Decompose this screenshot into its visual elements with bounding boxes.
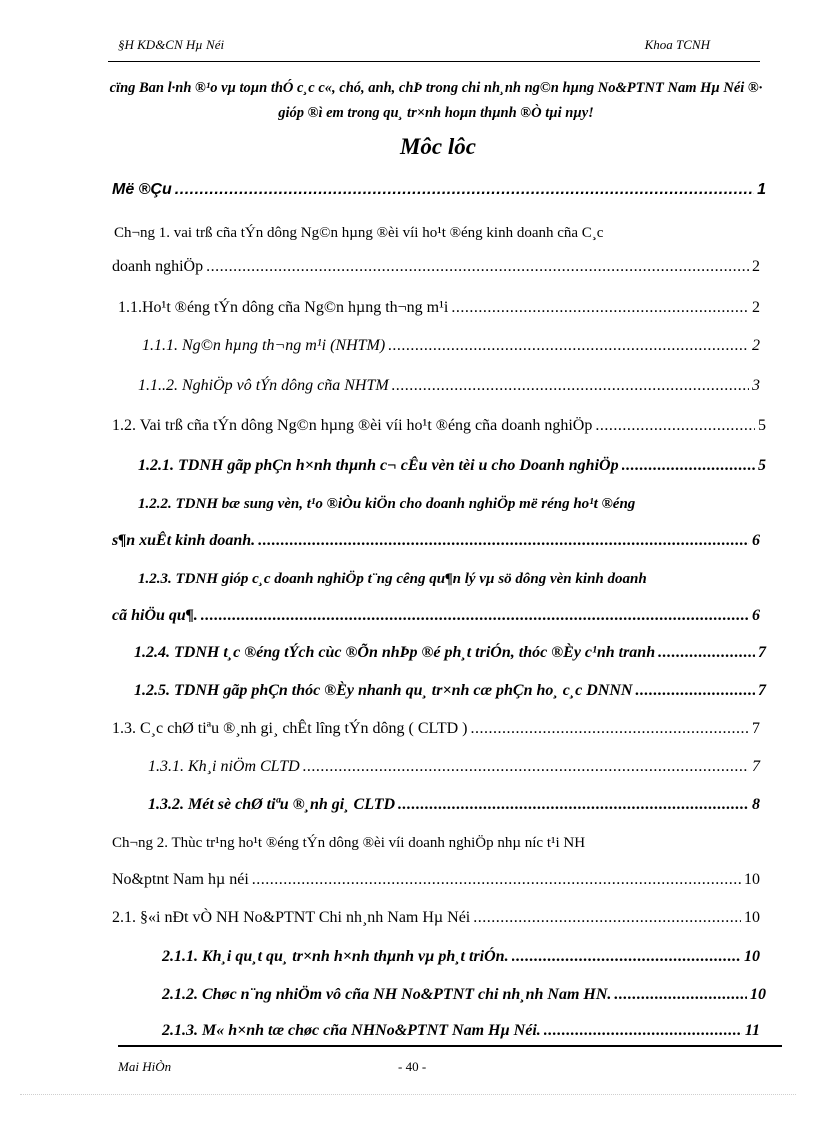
toc-entry[interactable] <box>112 786 766 824</box>
toc-entry-text: 2.1. §«i nÐt vÒ NH No&PTNT Chi nh¸nh Nam Hµ Néi <box>112 909 471 926</box>
toc-entry[interactable] <box>112 898 766 938</box>
toc-entry-text: Ch¬ng 2. Thùc tr¹ng ho¹t ®éng tÝn dông ®èi víi doanh nghiÖp nhµ níc t¹i NH <box>112 835 586 851</box>
header-right: Khoa TCNH <box>644 37 710 52</box>
toc-leader <box>388 326 749 366</box>
toc-entry[interactable] <box>112 216 766 284</box>
toc-leader <box>622 446 755 486</box>
toc-entry[interactable] <box>112 178 766 202</box>
toc-entry-text: 2.1.3. M« h×nh tæ chøc cña NHNo&PTNT Nam Hµ Néi. <box>162 1022 541 1039</box>
page-title: Môc lôc <box>399 134 476 159</box>
toc-leader <box>512 938 741 976</box>
toc-entry-text: 1.2.5. TDNH gãp phÇn thóc ®Èy nhanh qu¸ tr×nh cæ phÇn ho¸ c¸c DNNN <box>134 682 633 699</box>
toc-entry[interactable] <box>112 486 766 560</box>
footer-author: Mai HiÒn <box>118 1059 172 1074</box>
page-bottom-border <box>20 1094 796 1095</box>
toc-entry-text: 1.2.1. TDNH gãp phÇn h×nh thµnh c¬ cÊu vèn tèi u cho Doanh nghiÖp <box>138 457 619 474</box>
toc-entry-page: 6 <box>752 607 760 624</box>
toc-entry-text: 1.1..2. NghiÖp vô tÝn dông cña NHTM <box>138 377 389 394</box>
toc-entry-text: doanh nghiÖp <box>112 258 204 275</box>
toc-entry-text: No&ptnt Nam hµ néi <box>112 871 249 888</box>
toc-entry-page: 2 <box>752 299 760 316</box>
header-left: §H KD&CN Hµ Néi <box>118 37 225 52</box>
toc-leader <box>473 898 741 938</box>
toc-entry-page: 7 <box>758 682 766 699</box>
toc-entry[interactable] <box>112 560 766 634</box>
toc-entry-page: 2 <box>752 258 760 275</box>
toc-entry-page: 7 <box>758 644 766 661</box>
toc-leader <box>303 748 749 786</box>
toc-leader <box>544 1014 742 1048</box>
toc-entry-text: 1.1.1. Ng©n hµng th¬ng m¹i (NHTM) <box>142 337 386 354</box>
toc-entry[interactable] <box>112 1014 766 1048</box>
toc-entry[interactable] <box>112 326 766 366</box>
toc-leader <box>471 710 750 748</box>
toc-entry-text: 1.1.Ho¹t ®éng tÝn dông cña Ng©n hµng th¬ng m¹i <box>118 299 449 316</box>
header-rule <box>108 61 760 62</box>
toc-entry-page: 7 <box>752 720 760 737</box>
toc-entry-text: 1.2.3. TDNH gióp c¸c doanh nghiÖp t¨ng cêng qu¶n lý vµ sö dông vèn kinh doanh <box>138 571 647 587</box>
page-number: - 40 - <box>398 1059 427 1074</box>
toc-leader <box>398 786 749 824</box>
toc-leader <box>451 290 749 326</box>
toc-entry-text: 2.1.1. Kh¸i qu¸t qu¸ tr×nh h×nh thµnh vµ ph¸t triÓn. <box>162 948 509 965</box>
toc-entry[interactable] <box>112 366 766 406</box>
toc-entry[interactable] <box>112 710 766 748</box>
toc-leader <box>258 522 749 560</box>
toc-leader <box>175 178 754 202</box>
toc-entry-text: Ch¬ng 1. vai trß cña tÝn dông Ng©n hµng ®èi víi ho¹t ®éng kinh doanh cña C¸c <box>114 225 604 241</box>
page-header <box>118 37 758 57</box>
toc-entry[interactable] <box>112 938 766 976</box>
toc-entry-text: 1.3.1. Kh¸i niÖm CLTD <box>148 758 300 775</box>
toc-entry-page: 5 <box>758 417 766 434</box>
toc-leader <box>206 250 749 284</box>
toc-entry-page: 8 <box>752 796 760 813</box>
toc-entry[interactable] <box>112 634 766 672</box>
toc-entry-page: 10 <box>750 986 766 1003</box>
toc-entry-page: 6 <box>752 532 760 549</box>
toc-entry-text: 1.2. Vai trß cña tÝn dông Ng©n hµng ®èi víi ho¹t ®éng cña doanh nghiÖp <box>112 417 593 434</box>
toc-entry-page: 2 <box>752 337 760 354</box>
toc-entry-page: 10 <box>744 909 760 926</box>
toc-entry-page: 11 <box>744 1022 760 1039</box>
footer-rule <box>118 1045 782 1047</box>
toc-entry-text: 1.2.2. TDNH bæ sung vèn, t¹o ®iÒu kiÖn cho doanh nghiÖp më réng ho¹t ®éng <box>138 496 636 512</box>
toc-entry[interactable] <box>112 976 766 1014</box>
toc-leader <box>201 598 749 634</box>
toc-entry-text: 1.3.2. Mét sè chØ tiªu ®¸nh gi¸ CLTD <box>148 796 396 813</box>
toc-entry-text: cã hiÖu qu¶. <box>112 607 198 624</box>
toc-entry-page: 5 <box>758 457 766 474</box>
toc-leader <box>635 672 755 710</box>
intro-paragraph: cïng Ban l·nh ®¹o vµ toµn thÓ c¸c c«, chó, anh, chÞ trong chi nh¸nh ng©n hµng No&PTNT Nam Hµ Néi ®· gióp ®ì em trong qu¸ tr×nh hoµn thµnh ®Ò tµi nµy! <box>109 80 763 121</box>
toc-leader <box>392 366 749 406</box>
toc-entry-page: 7 <box>752 758 760 775</box>
toc-leader <box>658 634 755 672</box>
toc-entry-text: 1.2.4. TDNH t¸c ®éng tÝch cùc ®Õn nhÞp ®é ph¸t triÓn, thóc ®Èy c¹nh tranh <box>134 644 656 661</box>
table-of-contents <box>112 176 766 1048</box>
toc-entry-text: 1.3. C¸c chØ tiªu ®¸nh gi¸ chÊt lîng tÝn dông ( CLTD ) <box>112 720 468 737</box>
toc-entry[interactable] <box>112 748 766 786</box>
toc-entry-page: 10 <box>744 871 760 888</box>
toc-entry-page: 1 <box>757 181 766 198</box>
toc-leader <box>595 406 755 446</box>
toc-entry[interactable] <box>112 446 766 486</box>
toc-entry[interactable] <box>112 824 766 898</box>
toc-leader <box>252 862 741 898</box>
toc-entry-text: s¶n xuÊt kinh doanh. <box>112 532 256 549</box>
toc-entry[interactable] <box>112 290 766 326</box>
toc-entry-page: 10 <box>744 948 760 965</box>
toc-entry-text: Më ®Çu <box>112 181 172 198</box>
toc-entry[interactable] <box>112 406 766 446</box>
toc-entry[interactable] <box>112 672 766 710</box>
toc-leader <box>614 976 747 1014</box>
toc-entry-page: 3 <box>752 377 760 394</box>
toc-entry-text: 2.1.2. Chøc n¨ng nhiÖm vô cña NH No&PTNT chi nh¸nh Nam HN. <box>162 986 612 1003</box>
